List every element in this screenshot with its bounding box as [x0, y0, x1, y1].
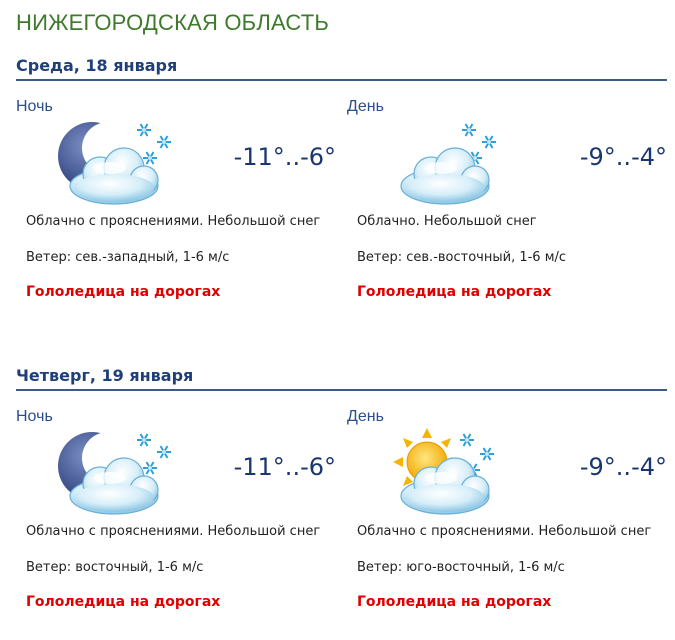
temperature-range: -11°..-6° — [233, 143, 336, 171]
moon-cloud-snow-icon — [52, 428, 182, 518]
period-label: Ночь — [16, 98, 53, 115]
moon-cloud-snow-icon — [52, 118, 182, 208]
weather-description: Облачно с прояснениями. Небольшой снег — [357, 524, 652, 539]
road-warning: Гололедица на дорогах — [357, 284, 552, 300]
wind-info: Ветер: юго-восточный, 1-6 м/с — [357, 560, 565, 575]
period-label: День — [347, 408, 384, 425]
temperature-range: -9°..-4° — [579, 143, 667, 171]
temperature-range: -11°..-6° — [233, 453, 336, 481]
forecast-day2-night — [16, 408, 336, 638]
forecast-day1-night — [16, 98, 336, 328]
period-label: День — [347, 98, 384, 115]
forecast-day1-day — [347, 98, 667, 328]
period-label: Ночь — [16, 408, 53, 425]
wind-info: Ветер: сев.-западный, 1-6 м/с — [26, 250, 230, 265]
road-warning: Гололедица на дорогах — [357, 594, 552, 610]
weather-description: Облачно. Небольшой снег — [357, 214, 537, 229]
road-warning: Гололедица на дорогах — [26, 594, 221, 610]
day-header-1: Среда, 18 января — [16, 56, 667, 81]
cloud-snow-icon — [383, 118, 513, 208]
forecast-day2-day — [347, 408, 667, 638]
road-warning: Гололедица на дорогах — [26, 284, 221, 300]
weather-description: Облачно с прояснениями. Небольшой снег — [26, 524, 321, 539]
day-header-2: Четверг, 19 января — [16, 366, 667, 391]
wind-info: Ветер: восточный, 1-6 м/с — [26, 560, 204, 575]
sun-cloud-snow-icon — [383, 428, 513, 518]
region-title: НИЖЕГОРОДСКАЯ ОБЛАСТЬ — [16, 10, 329, 35]
wind-info: Ветер: сев.-восточный, 1-6 м/с — [357, 250, 567, 265]
temperature-range: -9°..-4° — [579, 453, 667, 481]
weather-description: Облачно с прояснениями. Небольшой снег — [26, 214, 321, 229]
